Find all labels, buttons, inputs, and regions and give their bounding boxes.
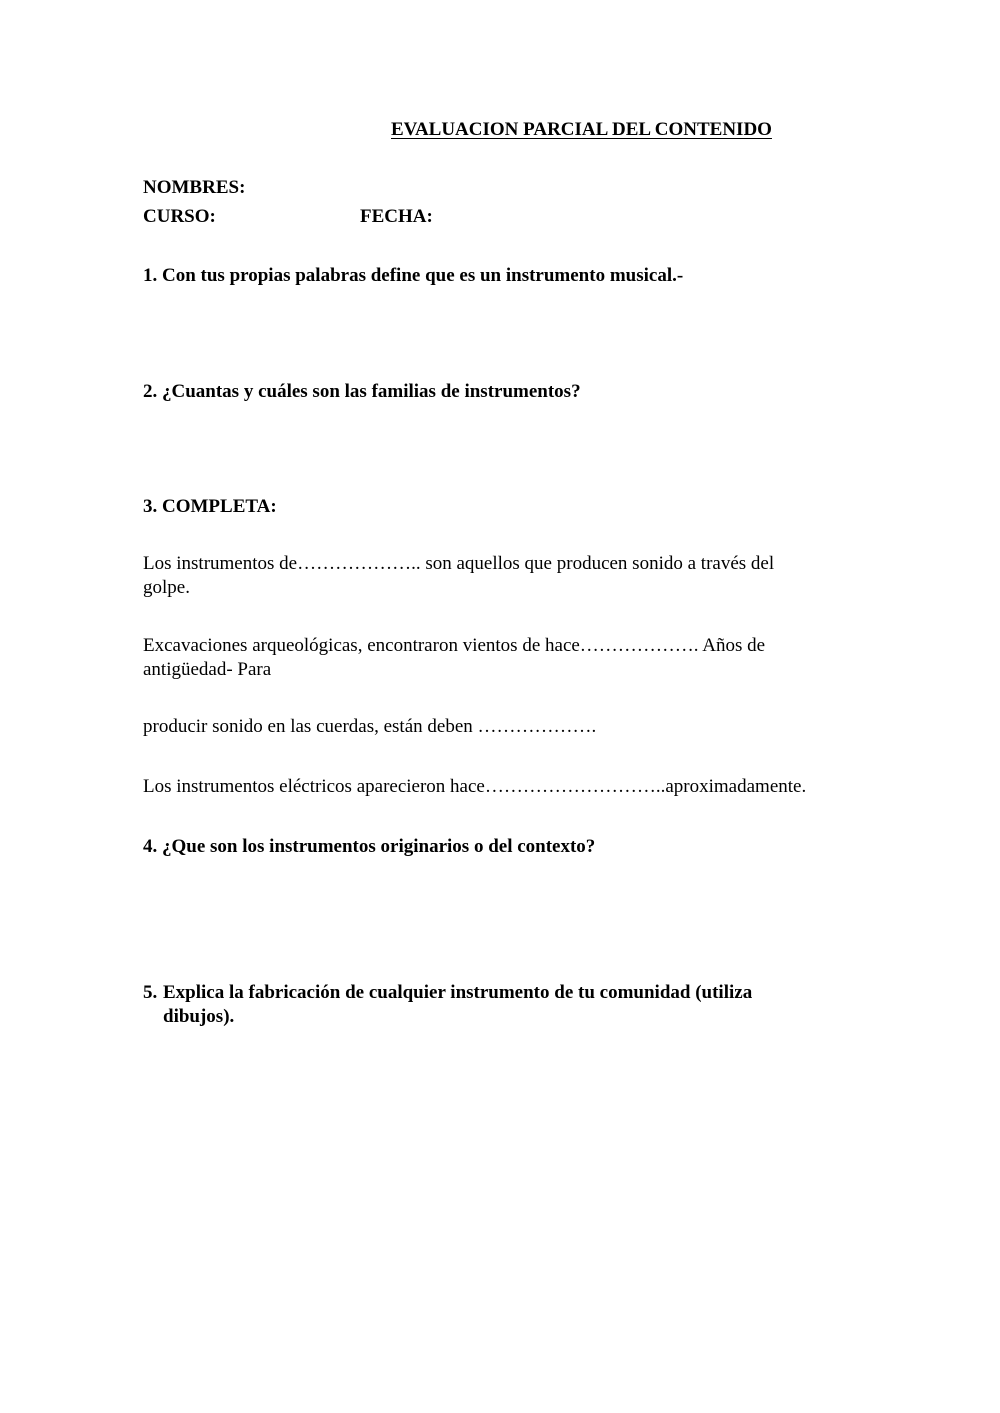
- completa-item-2-line-1: Excavaciones arqueológicas, encontraron vientos de hace………………. Años de: [143, 635, 766, 656]
- curso-label: CURSO:: [143, 206, 216, 227]
- fecha-label: FECHA:: [360, 206, 433, 227]
- completa-item-3: producir sonido en las cuerdas, están deben ……………….: [143, 716, 597, 737]
- completa-item-4: Los instrumentos eléctricos aparecieron hace………………………..aproximadamente.: [143, 776, 807, 797]
- nombres-label: NOMBRES:: [143, 177, 246, 198]
- question-1: 1. Con tus propias palabras define que es un instrumento musical.-: [143, 265, 684, 286]
- page-title: EVALUACION PARCIAL DEL CONTENIDO: [391, 119, 772, 140]
- question-2: 2. ¿Cuantas y cuáles son las familias de instrumentos?: [143, 381, 581, 402]
- completa-item-2-line-2: antigüedad- Para: [143, 659, 272, 680]
- completa-item-1-line-2: golpe.: [143, 577, 190, 598]
- question-3: 3. COMPLETA:: [143, 496, 277, 517]
- question-4: 4. ¿Que son los instrumentos originarios o del contexto?: [143, 836, 596, 857]
- question-5: [143, 981, 823, 1029]
- completa-item-1-line-1: Los instrumentos de……………….. son aquellos que producen sonido a través del: [143, 553, 775, 574]
- question-5-text: Explica la fabricación de cualquier instrumento de tu comunidad (utiliza dibujos).: [163, 982, 753, 1027]
- question-5-number: 5.: [143, 982, 158, 1003]
